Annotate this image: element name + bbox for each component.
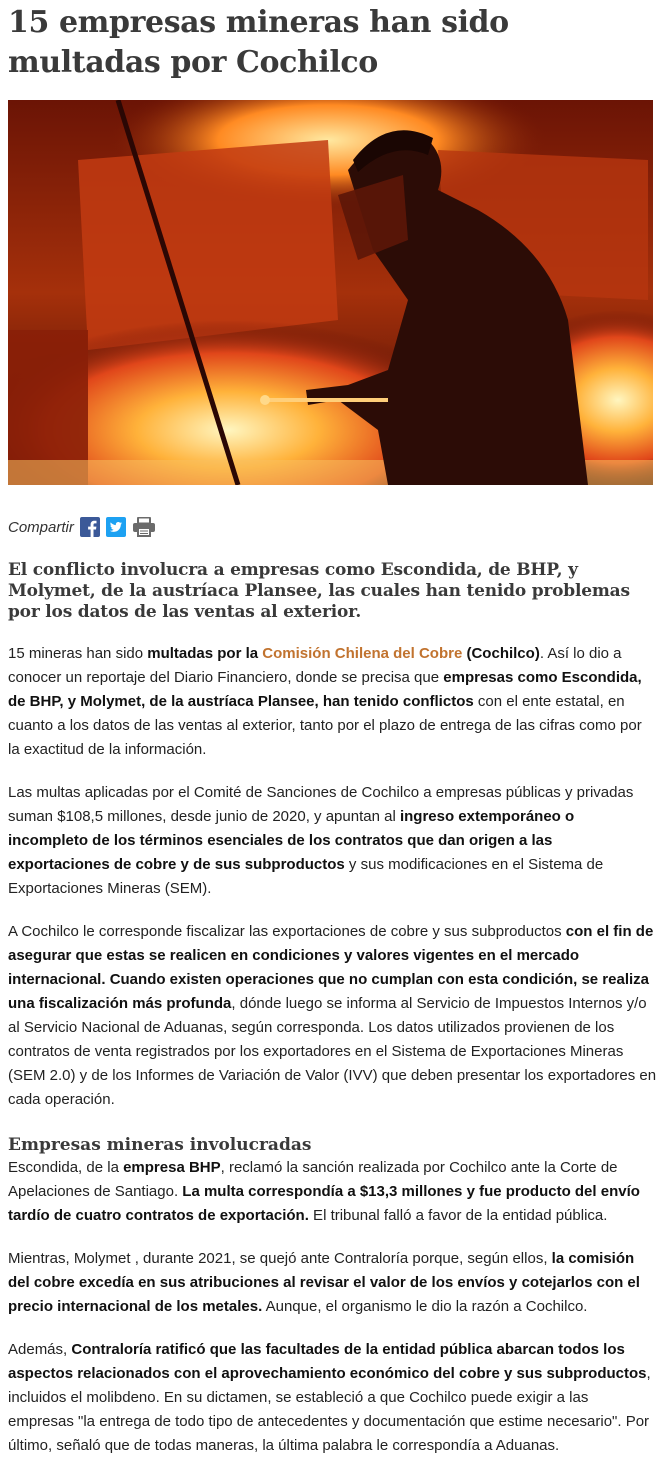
share-bar [8,515,657,539]
section-heading: Empresas mineras involucradas [8,1135,312,1155]
print-icon[interactable] [132,517,156,537]
paragraph-1: 15 mineras han sido multadas por la Comisión Chilena del Cobre (Cochilco). Así lo dio a conocer un reportaje del Diario Financiero, donde se precisa que empresas como Escondida, de BHP, y Molymet, de la austríaca Plansee, han tenido conflictos con el ente estatal, en cuanto a los datos de las ventas al exterior, tanto por el plazo de entrega de las cifras como por la exactitud de la información. [8,645,642,758]
article-subtitle: El conflicto involucra a empresas como Escondida, de BHP, y Molymet, de la austríaca Plansee, las cuales han tenido problemas por los datos de las ventas al exterior. [8,560,630,622]
link-cochilco[interactable]: Comisión Chilena del Cobre [262,645,463,662]
paragraph-6: Además, Contraloría ratificó que las facultades de la entidad pública abarcan todos los aspectos relacionados con el aprovechamiento económico del cobre y sus subproductos, incluidos el molibdeno. En su dictamen, se estableció a que Cochilco puede exigir a las empresas "la entrega de todo tipo de antecedentes y documentación que estime necesario". Por último, señaló que de todas maneras, la última palabra le correspondía a Aduanas. [8,1341,651,1454]
facebook-icon[interactable] [80,517,100,537]
paragraph-5: Mientras, Molymet , durante 2021, se quejó ante Contraloría porque, según ellos, la comisión del cobre excedía en sus atribuciones al revisar el valor de los envíos y cotejarlos con el precio internacional de los metales. Aunque, el organismo le dio la razón a Cochilco. [8,1250,640,1315]
paragraph-3: A Cochilco le corresponde fiscalizar las exportaciones de cobre y sus subproductos con el fin de asegurar que estas se realicen en condiciones y valores vigentes en el mercado internacional. Cuando existen operaciones que no cumplan con esta condición, se realiza una fiscalización más profunda, dónde luego se informa al Servicio de Impuestos Internos y/o al Servicio Nacional de Aduanas, según corresponda. Los datos utilizados provienen de los contratos de venta registrados por los exportadores en el Sistema de Exportaciones Mineras (SEM 2.0) y de los Informes de Variación de Valor (IVV) que deben presentar los exportadores en cada operación. [8,923,657,1108]
twitter-icon[interactable] [106,517,126,537]
paragraph-4: Escondida, de la empresa BHP, reclamó la sanción realizada por Cochilco ante la Corte de Apelaciones de Santiago. La multa correspondía a $13,3 millones y fue producto del envío tardío de cuatro contratos de exportación. El tribunal falló a favor de la entidad pública. [8,1159,640,1224]
paragraph-2: Las multas aplicadas por el Comité de Sanciones de Cochilco a empresas públicas y privadas suman $108,5 millones, desde junio de 2020, y apuntan al ingreso extemporáneo o incompleto de los términos esenciales de los contratos que dan origen a las exportaciones de cobre y de sus subproductos y sus modificaciones en el Sistema de Exportaciones Mineras (SEM). [8,784,634,897]
share-label: Compartir [8,518,74,536]
article-title: 15 empresas mineras han sido multadas por Cochilco [8,5,509,80]
hero-image [8,100,653,485]
